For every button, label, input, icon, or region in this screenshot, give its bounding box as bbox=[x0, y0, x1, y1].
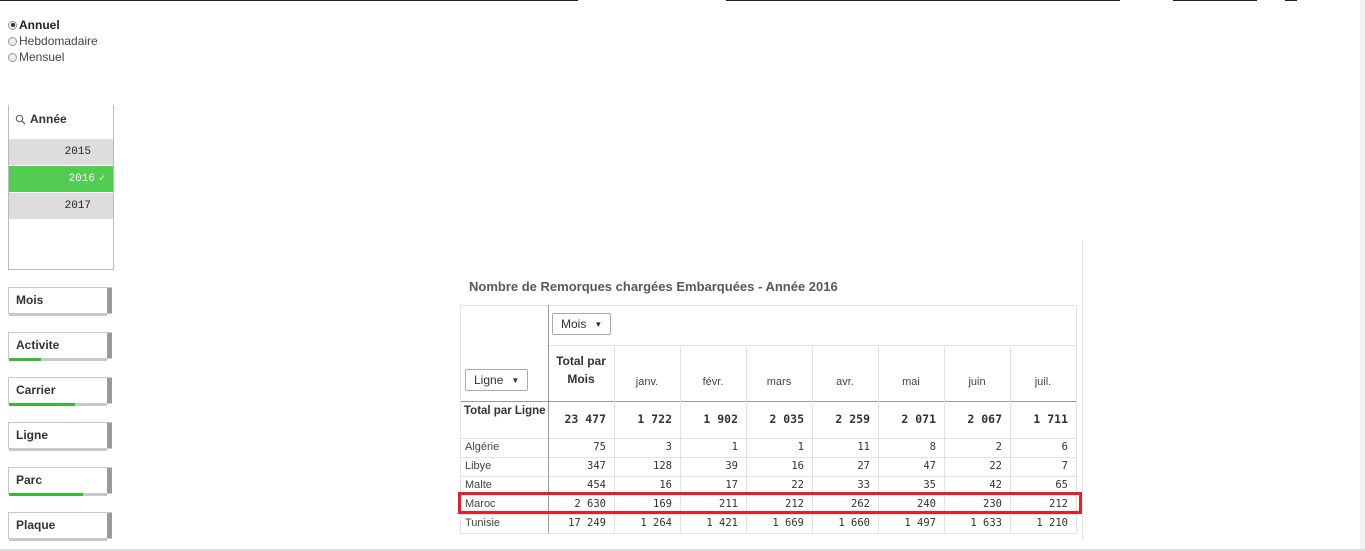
ligne-dropdown[interactable] bbox=[465, 369, 528, 391]
year-item-0[interactable] bbox=[9, 139, 113, 165]
year-item-1[interactable] bbox=[9, 166, 113, 192]
filter-pane-5[interactable] bbox=[8, 512, 112, 539]
table-cell: 1 421 bbox=[706, 517, 738, 529]
table-cell: 6 bbox=[1061, 441, 1068, 453]
search-icon bbox=[15, 114, 26, 125]
year-item-label: 2016 bbox=[68, 173, 95, 185]
table-cell: 262 bbox=[851, 498, 870, 510]
filter-pane-label: Plaque bbox=[16, 518, 56, 532]
table-rule bbox=[460, 476, 1076, 477]
table-cell: 2 bbox=[995, 441, 1002, 453]
total-row-value: 23 477 bbox=[564, 412, 606, 426]
row-label: Algérie bbox=[465, 441, 500, 453]
radio-label: Hebdomadaire bbox=[19, 34, 98, 48]
table-rule bbox=[460, 533, 1076, 534]
table-cell: 240 bbox=[917, 498, 936, 510]
year-listbox-header[interactable] bbox=[9, 105, 113, 133]
table-cell: 16 bbox=[791, 460, 804, 472]
total-row-value: 1 902 bbox=[703, 412, 738, 426]
table-cell: 1 264 bbox=[640, 517, 672, 529]
filter-pane-label: Parc bbox=[16, 473, 43, 487]
table-cell: 17 bbox=[725, 479, 738, 491]
table-cell: 65 bbox=[1055, 479, 1068, 491]
table-cell: 1 669 bbox=[772, 517, 804, 529]
table-rule bbox=[460, 514, 1076, 515]
row-label: Malte bbox=[465, 479, 492, 491]
year-listbox-title: Année bbox=[30, 112, 67, 126]
row-label: Libye bbox=[465, 460, 492, 472]
table-cell: 33 bbox=[857, 479, 870, 491]
radio-option-1[interactable] bbox=[8, 33, 98, 49]
dropdown-label: Mois bbox=[561, 317, 587, 331]
table-cell: 75 bbox=[593, 441, 606, 453]
caret-down-icon: ▼ bbox=[594, 319, 603, 329]
caret-down-icon: ▼ bbox=[511, 375, 520, 385]
table-cell: 2 630 bbox=[574, 498, 606, 510]
filter-pane-0[interactable] bbox=[8, 287, 112, 314]
filter-state-fill bbox=[9, 358, 41, 361]
filter-pane-label: Ligne bbox=[16, 428, 48, 442]
top-border-line bbox=[0, 0, 578, 1]
month-header: mars bbox=[766, 376, 792, 388]
table-cell: 1 633 bbox=[970, 517, 1002, 529]
total-row-label: Total par Ligne bbox=[464, 405, 546, 417]
month-header: mai bbox=[902, 376, 920, 388]
table-cell: 1 660 bbox=[838, 517, 870, 529]
total-row-value: 2 259 bbox=[835, 412, 870, 426]
table-cell: 8 bbox=[929, 441, 936, 453]
month-header: juin bbox=[968, 376, 986, 388]
filter-scroll-handle[interactable] bbox=[107, 468, 112, 493]
total-column-header: Total par Mois bbox=[556, 354, 606, 386]
divider bbox=[1082, 240, 1083, 540]
filter-pane-3[interactable] bbox=[8, 422, 112, 449]
month-header: avr. bbox=[836, 376, 854, 388]
row-label: Tunisie bbox=[465, 517, 501, 529]
row-dimension-dropdown[interactable] bbox=[465, 369, 528, 391]
filter-scroll-handle[interactable] bbox=[107, 333, 112, 358]
total-row-value: 2 067 bbox=[967, 412, 1002, 426]
chart-title: Nombre de Remorques chargées Embarquées - Année 2016 bbox=[469, 279, 838, 294]
filter-state-bar bbox=[9, 448, 107, 451]
radio-button-icon[interactable] bbox=[8, 21, 17, 30]
radio-option-0[interactable] bbox=[8, 17, 60, 33]
table-cell: 128 bbox=[653, 460, 672, 472]
filter-scroll-handle[interactable] bbox=[107, 288, 112, 313]
month-header: juil. bbox=[1034, 376, 1052, 388]
table-cell: 347 bbox=[587, 460, 606, 472]
table-rule bbox=[460, 401, 1076, 402]
filter-state-bar bbox=[9, 313, 107, 316]
table-cell: 1 bbox=[797, 441, 804, 453]
filter-scroll-handle[interactable] bbox=[107, 513, 112, 538]
filter-state-bar bbox=[9, 358, 107, 361]
filter-state-bar bbox=[9, 538, 107, 541]
radio-button-icon[interactable] bbox=[8, 53, 17, 62]
filter-pane-label: Mois bbox=[16, 293, 44, 307]
radio-button-icon[interactable] bbox=[8, 37, 17, 46]
mois-dropdown[interactable] bbox=[552, 313, 611, 335]
table-cell: 47 bbox=[923, 460, 936, 472]
filter-state-bar bbox=[9, 493, 107, 496]
month-header: févr. bbox=[702, 376, 724, 388]
table-cell: 1 497 bbox=[904, 517, 936, 529]
row-label: Maroc bbox=[465, 498, 496, 510]
top-border-line bbox=[1173, 0, 1257, 1]
table-cell: 7 bbox=[1061, 460, 1068, 472]
table-cell: 1 210 bbox=[1036, 517, 1068, 529]
filter-state-bar bbox=[9, 403, 107, 406]
table-cell: 3 bbox=[665, 441, 672, 453]
year-list-items bbox=[9, 139, 113, 219]
dropdown-label: Ligne bbox=[474, 373, 504, 387]
table-cell: 35 bbox=[923, 479, 936, 491]
filter-state-fill bbox=[9, 403, 75, 406]
table-cell: 27 bbox=[857, 460, 870, 472]
year-item-label: 2017 bbox=[64, 200, 91, 212]
table-cell: 22 bbox=[989, 460, 1002, 472]
table-cell: 11 bbox=[857, 441, 870, 453]
top-border-line bbox=[1285, 0, 1297, 1]
table-cell: 454 bbox=[587, 479, 606, 491]
filter-pane-1[interactable] bbox=[8, 332, 112, 359]
column-dimension-dropdown[interactable] bbox=[552, 313, 611, 335]
highlight-box-maroc bbox=[458, 492, 1082, 514]
filter-state-fill bbox=[9, 493, 83, 496]
year-item-label: 2015 bbox=[64, 146, 91, 158]
filter-pane-label: Activite bbox=[16, 338, 60, 352]
table-cell: 212 bbox=[785, 498, 804, 510]
filter-pane-2[interactable] bbox=[8, 377, 112, 404]
table-cell: 230 bbox=[983, 498, 1002, 510]
month-header: janv. bbox=[635, 376, 659, 388]
table-cell: 39 bbox=[725, 460, 738, 472]
radio-label: Mensuel bbox=[19, 50, 65, 64]
total-row-value: 2 035 bbox=[769, 412, 804, 426]
table-cell: 16 bbox=[659, 479, 672, 491]
year-listbox bbox=[8, 105, 114, 270]
filter-pane-label: Carrier bbox=[16, 383, 56, 397]
table-cell: 17 249 bbox=[568, 517, 606, 529]
radio-label: Annuel bbox=[19, 18, 60, 32]
filter-scroll-handle[interactable] bbox=[107, 378, 112, 403]
check-icon: ✓ bbox=[98, 174, 105, 185]
table-rule bbox=[460, 457, 1076, 458]
filter-scroll-handle[interactable] bbox=[107, 423, 112, 448]
table-rule bbox=[460, 305, 1076, 306]
table-cell: 1 bbox=[731, 441, 738, 453]
filter-pane-4[interactable] bbox=[8, 467, 112, 494]
table-cell: 169 bbox=[653, 498, 672, 510]
radio-option-2[interactable] bbox=[8, 49, 64, 65]
total-row-value: 1 711 bbox=[1033, 412, 1068, 426]
scrollbar[interactable] bbox=[1360, 0, 1365, 551]
table-cell: 211 bbox=[719, 498, 738, 510]
total-row-value: 1 722 bbox=[637, 412, 672, 426]
top-border-line bbox=[726, 0, 1120, 1]
table-cell: 22 bbox=[791, 479, 804, 491]
table-cell: 42 bbox=[989, 479, 1002, 491]
year-item-2[interactable] bbox=[9, 193, 113, 219]
table-cell: 212 bbox=[1049, 498, 1068, 510]
total-row-value: 2 071 bbox=[901, 412, 936, 426]
table-rule bbox=[460, 438, 1076, 439]
